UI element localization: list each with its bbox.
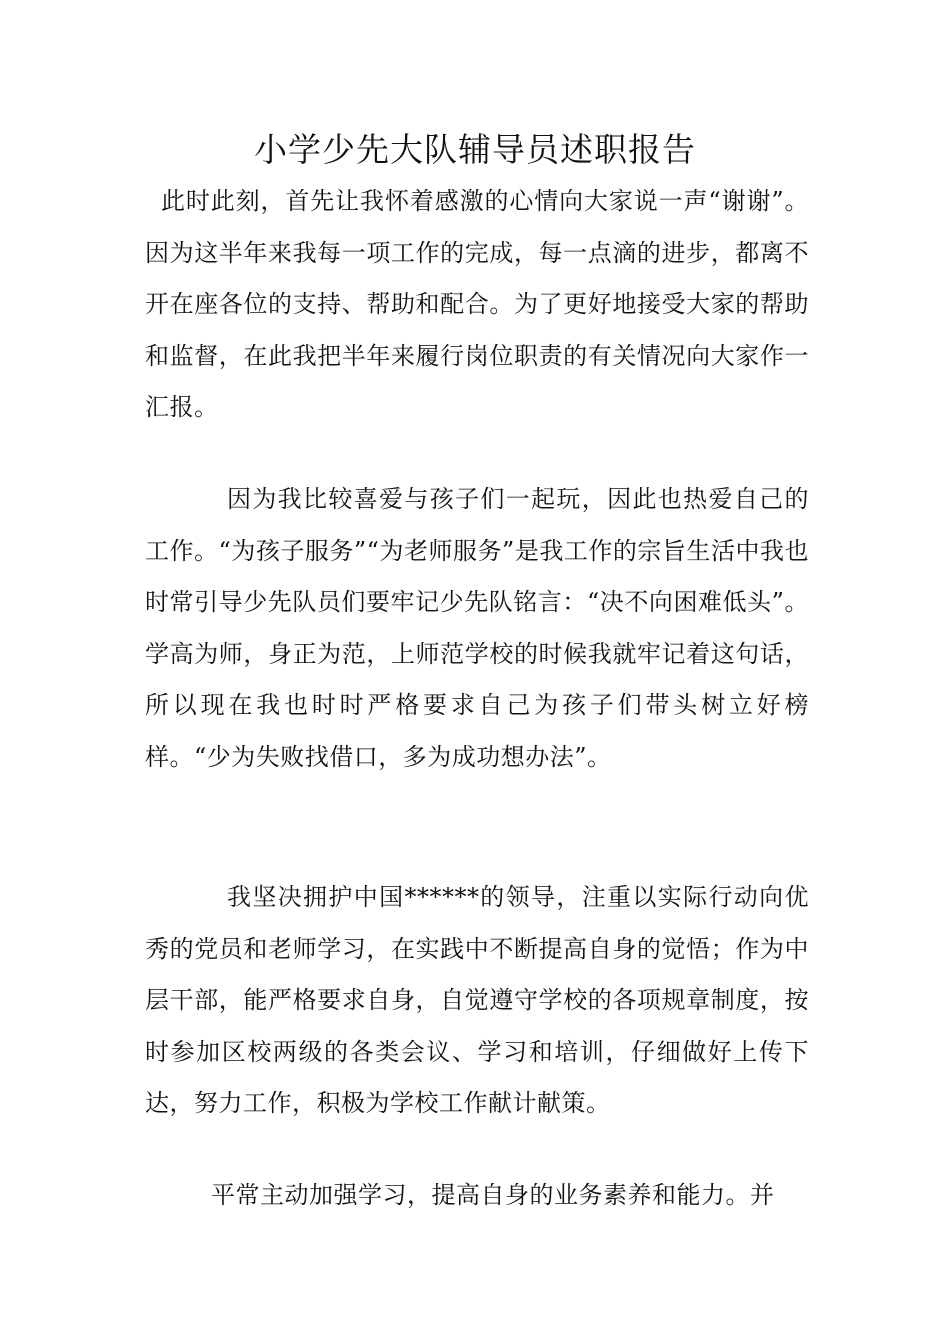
document-title: 小学少先大队辅导员述职报告 xyxy=(254,130,696,169)
paragraph-work-attitude: 因为我比较喜爱与孩子们一起玩，因此也热爱自己的工作。“为孩子服务”“为老师服务”是我工作的宗旨生活中我也时常引导少先队员们要牢记少先队铭言：“决不向困难低头”。学高为师，身正为范，上师范学校的时候我就牢记着这句话，所以现在我也时时严格要求自己为孩子们带头树立好榜样。“少为失败找借口，多为成功想办法”。 xyxy=(145,485,809,771)
paragraph-learning: 平常主动加强学习，提高自身的业务素养和能力。并 xyxy=(211,1181,775,1209)
paragraph-political-stance: 我坚决拥护中国******的领导，注重以实际行动向优秀的党员和老师学习，在实践中不断提高自身的觉悟；作为中层干部，能严格要求自身，自觉遵守学校的各项规章制度，按时参加区校两级的各类会议、学习和培训，仔细做好上传下达，努力工作，积极为学校工作献计献策。 xyxy=(145,883,809,1117)
paragraph-intro: 此时此刻，首先让我怀着感激的心情向大家说一声“谢谢”。因为这半年来我每一项工作的完成，每一点滴的进步，都离不开在座各位的支持、帮助和配合。为了更好地接受大家的帮助和监督，在此我把半年来履行岗位职责的有关情况向大家作一汇报。 xyxy=(145,187,809,421)
